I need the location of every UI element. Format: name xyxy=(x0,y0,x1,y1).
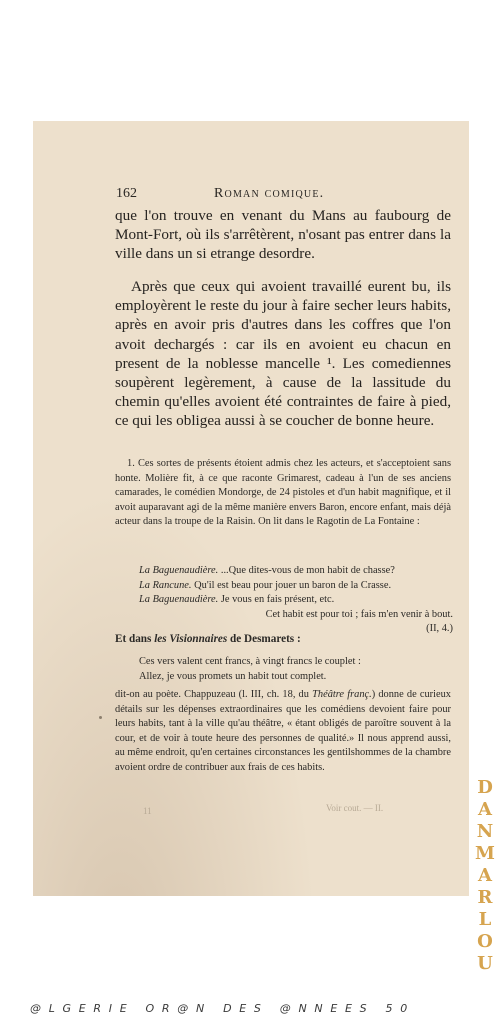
body-paragraph-2: Après que ceux qui avoient travaillé eurent bu, ils employèrent le reste du jour à faire secher leurs habits, après en avoir pris d'autres dans les coffres que l'on avoit dechargés : car ils en avoient eu chacun en present de la noblesse mancelle ¹. Les comediennes soupèrent legèrement, à cause de la lassitude du chemin qu'elles avoient été contraintes de faire à pied, ce qui les obligea aussi à se coucher de bonne heure. xyxy=(115,278,451,430)
verse-line: Allez, je vous promets un habit tout complet. xyxy=(139,670,327,682)
et-dans-prefix: Et dans xyxy=(115,633,155,645)
verse-speaker: La Baguenaudière. xyxy=(139,565,219,576)
verse-line xyxy=(139,593,453,608)
show-through-left: 11 xyxy=(143,806,152,816)
running-title: Roman comique. xyxy=(214,186,325,201)
verse-reference: (II, 4.) xyxy=(426,623,453,635)
verse-line xyxy=(139,579,453,594)
footer-caption: @LGERIE OR@N DES @NNEES 50 xyxy=(30,1002,415,1015)
footnote-verse-visionnaires xyxy=(139,655,453,684)
verse-text: Qu'il est beau pour jouer un baron de la Crasse. xyxy=(191,579,392,591)
body-paragraph-1: que l'on trouve en venant du Mans au faubourg de Mont-Fort, où ils s'arrêtèrent, n'osant pas entrer dans la ville dans un si etrange desordre. xyxy=(115,207,451,263)
verse-speaker: La Rancune. xyxy=(139,579,192,591)
margin-speck xyxy=(99,716,102,719)
verse-text: ...Que dites-vous de mon habit de chasse? xyxy=(218,565,395,576)
verse-line xyxy=(139,564,453,579)
page-header xyxy=(116,186,456,206)
verse-speaker: La Baguenaudière. xyxy=(139,594,219,606)
page-number: 162 xyxy=(116,186,137,201)
closing-text-b: ) donne de curieux détails sur les dépenses extraordinaires que les comédiens devoient faire pour leurs habits, tant à la ville qu'au théâtre, « étant obligés de paroître souvent à la cour, et de voir à toute heure des personnes de qualité.» Il nous apprend aussi, au même endroit, qu'en certaines circonstances les gentilshommes de la chambre avoient ordre de contribuer aux frais de ces habits. xyxy=(115,689,451,773)
et-dans-suffix: de Desmarets : xyxy=(227,633,301,645)
vertical-watermark: DANMARLOU xyxy=(475,777,495,974)
verse-line: Cet habit est pour toi ; fais m'en venir à bout. xyxy=(265,608,453,620)
footnote-intro: 1. Ces sortes de présents étoient admis chez les acteurs, et s'acceptoient sans honte. Molière fit, à ce que raconte Grimarest, cadeau à l'un de ses anciens camarades, le comédien Mondorge, de 24 pistoles et d'un habit magnifique, et il avoit auparavant agi de la même manière envers Baron, encore enfant, mais déjà acteur dans la troupe de la Raisin. On lit dans le Ragotin de La Fontaine : xyxy=(115,458,451,528)
closing-text-a: dit-on au poète. Chappuzeau (l. III, ch. 18, du xyxy=(115,689,313,700)
verse-text: Je vous en fais présent, etc. xyxy=(218,594,335,606)
footnote-closing xyxy=(115,688,451,776)
closing-title: Théâtre franç. xyxy=(312,689,372,700)
footnote-verse-ragotin xyxy=(139,564,453,637)
et-dans-title: les Visionnaires xyxy=(154,633,228,645)
show-through-right: Voir cout. — II. xyxy=(326,803,384,813)
verse-line: Ces vers valent cent francs, à vingt francs le couplet : xyxy=(139,656,361,667)
footnote-et-dans xyxy=(115,632,451,647)
